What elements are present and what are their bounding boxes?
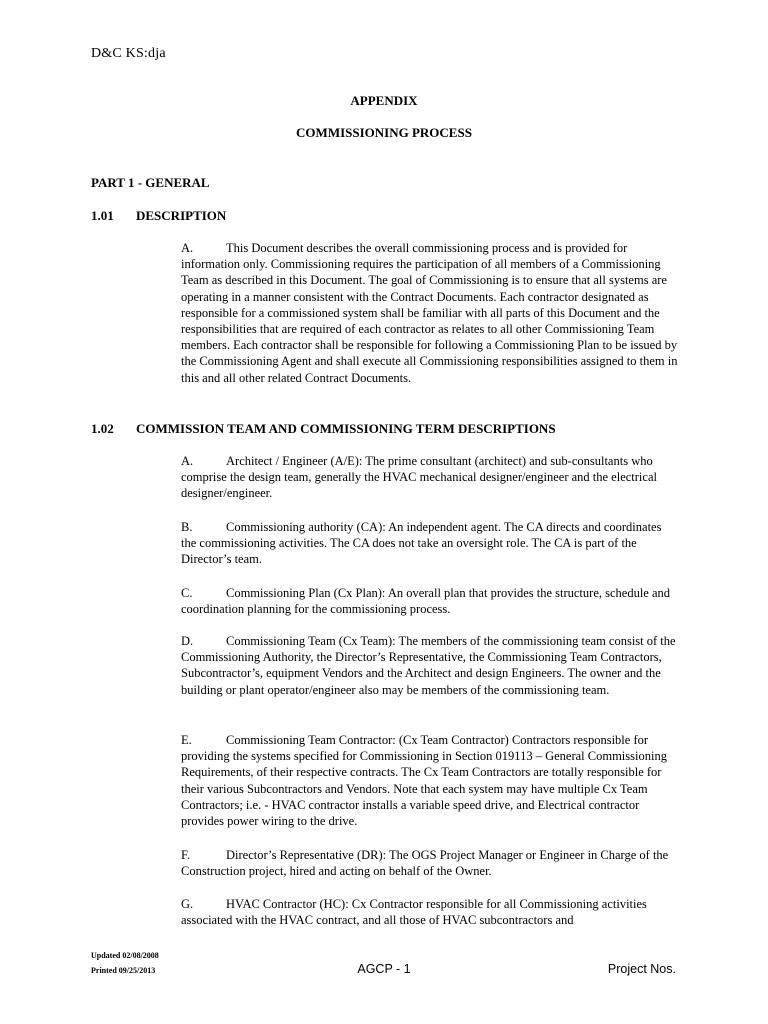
section-number: 1.01	[91, 208, 114, 223]
paragraph	[181, 240, 679, 386]
section-number: 1.02	[91, 421, 114, 436]
paragraph-text: Commissioning authority (CA): An independent agent. The CA directs and coordinates the commissioning activities. The CA does not take an oversight role. The CA is part of the Director’s team.	[181, 520, 662, 567]
paragraph-label: G.	[181, 897, 194, 911]
section-title: COMMISSION TEAM AND COMMISSIONING TERM DESCRIPTIONS	[136, 421, 556, 436]
paragraph-label: A.	[181, 454, 194, 468]
paragraph	[181, 732, 679, 829]
appendix-title: APPENDIX	[350, 93, 418, 108]
page-number: AGCP - 1	[357, 962, 411, 976]
paragraph-text: Architect / Engineer (A/E): The prime consultant (architect) and sub-consultants who comprise the design team, generally the HVAC mechanical designer/engineer and the electrical designer/engineer.	[181, 454, 657, 501]
paragraph-label: C.	[181, 586, 193, 600]
footer-updated-date: Updated 02/08/2008	[91, 951, 159, 960]
paragraph-label: B.	[181, 520, 193, 534]
header-initials: D&C KS:dja	[91, 46, 166, 61]
paragraph-label: A.	[181, 241, 194, 255]
process-title: COMMISSIONING PROCESS	[296, 125, 472, 140]
paragraph-text: Commissioning Team Contractor: (Cx Team Contractor) Contractors responsible for providing the systems specified for Commissioning in Section 019113 – General Commissioning Requirements, of their respective contracts. The Cx Team Contractors are totally responsible for their various Subcontractors and Vendors. Note that each system may have multiple Cx Team Contractors; i.e. - HVAC contractor installs a variable speed drive, and Electrical contractor provides power wiring to the drive.	[181, 733, 667, 829]
paragraph	[181, 633, 679, 698]
paragraph-label: D.	[181, 634, 194, 648]
paragraph-text: HVAC Contractor (HC): Cx Contractor responsible for all Commissioning activities associated with the HVAC contract, and all those of HVAC subcontractors and	[181, 897, 647, 928]
footer-printed-date: Printed 09/25/2013	[91, 966, 156, 975]
paragraph-label: F.	[181, 848, 191, 862]
paragraph	[181, 585, 679, 617]
paragraph	[181, 453, 679, 502]
paragraph-label: E.	[181, 733, 192, 747]
paragraph-text: This Document describes the overall commissioning process and is provided for information only. Commissioning requires the participation of all members of a Commissioning Team as described in this Document. The goal of Commissioning is to ensure that all systems are operating in a manner consistent with the Contract Documents. Each contractor designated as responsible for a commissioned system shall be familiar with all parts of this Document and the responsibilities that are required of each contractor as relates to all other Commissioning Team members. Each contractor shall be responsible for following a Commissioning Plan to be issued by the Commissioning Agent and shall execute all Commissioning responsibilities assigned to them in this and all other related Contract Documents.	[181, 241, 678, 385]
paragraph-text: Commissioning Team (Cx Team): The members of the commissioning team consist of the Commissioning Authority, the Director’s Representative, the Commissioning Team Contractors, Subcontractor’s, equipment Vendors and the Architect and design Engineers. The owner and the building or plant operator/engineer also may be members of the commissioning team.	[181, 634, 676, 697]
section-title: DESCRIPTION	[136, 208, 227, 223]
paragraph-text: Director’s Representative (DR): The OGS Project Manager or Engineer in Charge of the Construction project, hired and acting on behalf of the Owner.	[181, 848, 669, 879]
paragraph	[181, 519, 679, 568]
project-numbers: Project Nos.	[607, 962, 676, 976]
part-heading: PART 1 - GENERAL	[91, 175, 210, 190]
paragraph	[181, 847, 679, 879]
paragraph-text: Commissioning Plan (Cx Plan): An overall plan that provides the structure, schedule and coordination planning for the commissioning process.	[181, 586, 671, 617]
paragraph	[181, 896, 679, 928]
